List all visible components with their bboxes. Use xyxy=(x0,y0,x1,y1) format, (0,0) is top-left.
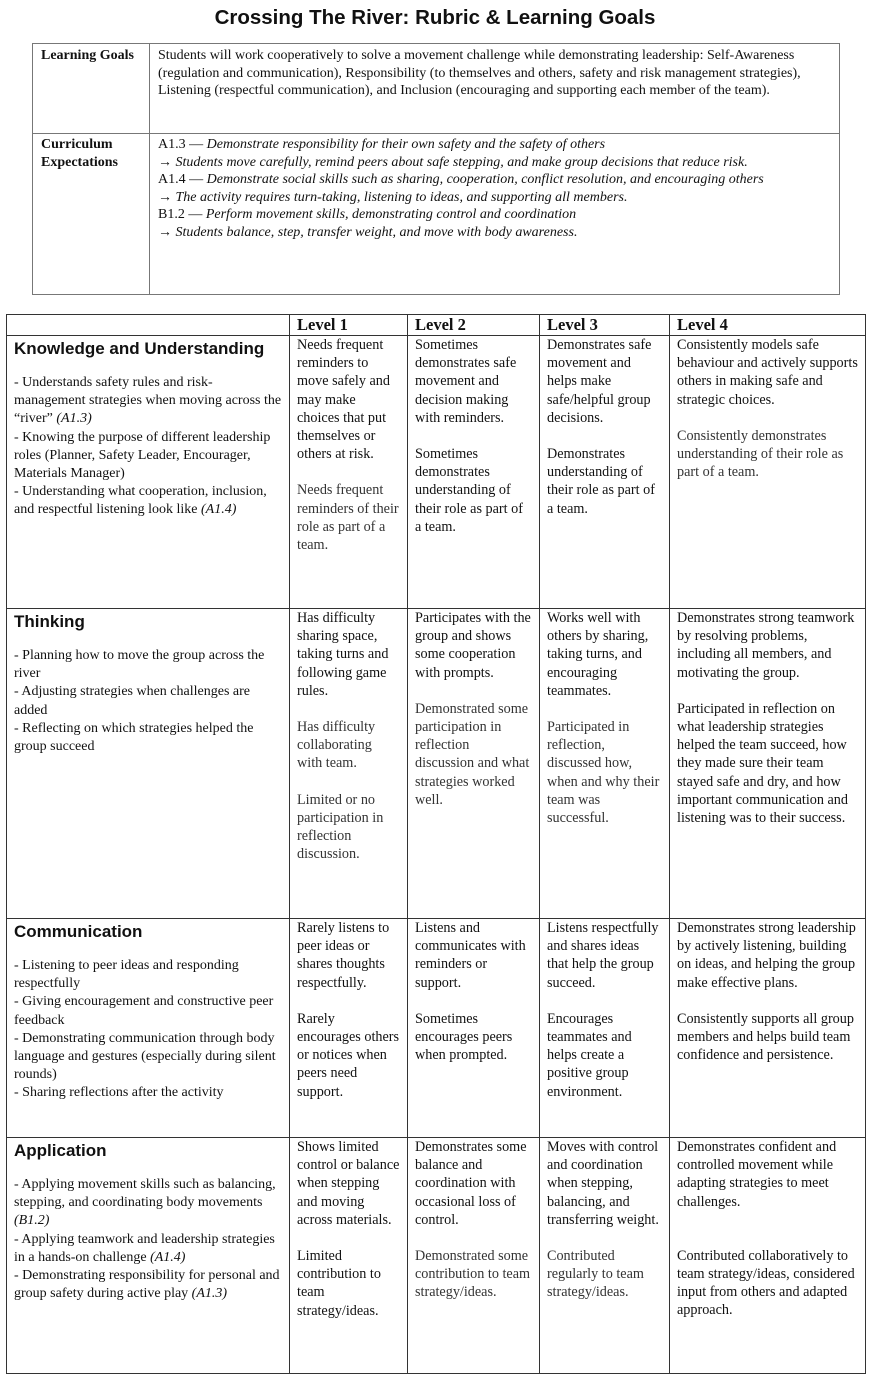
criteria-list xyxy=(14,374,282,520)
criterion: - Applying movement skills such as balancing, stepping, and coordinating body movements (B1.2) xyxy=(14,1177,276,1229)
level-2-cell: Participates with the group and shows some cooperation with prompts. Demonstrated some participation in reflection discussion and what strategies worked well. xyxy=(408,609,540,919)
level-4-cell: Consistently models safe behaviour and actively supports others in making safe and strategic choices. Consistently demonstrates understanding of their role as part of a team. xyxy=(670,336,866,609)
learning-goals-table xyxy=(32,43,840,295)
curriculum-label: Curriculum Expectations xyxy=(33,134,150,295)
rubric-row-communication xyxy=(7,919,866,1138)
level-3-header: Level 3 xyxy=(540,315,670,336)
level-3-cell: Works well with others by sharing, taking turns, and encouraging teammates. Participated in reflection, discussed how, when and why their team was successful. xyxy=(540,609,670,919)
learning-goals-label: Learning Goals xyxy=(33,44,150,134)
category-cell xyxy=(7,1138,290,1374)
category-cell xyxy=(7,336,290,609)
category-title: Communication xyxy=(14,922,143,941)
curriculum-line: → Students move carefully, remind peers about safe stepping, and make group decisions that reduce risk. xyxy=(158,154,748,170)
category-cell xyxy=(7,609,290,919)
criterion: - Sharing reflections after the activity xyxy=(14,1085,224,1101)
category-title: Application xyxy=(14,1141,107,1160)
rubric-row-thinking xyxy=(7,609,866,919)
level-4-cell: Demonstrates confident and controlled movement while adapting strategies to meet challenges. Contributed collaboratively to team strategy/ideas, considered input from others and adapted approach. xyxy=(670,1138,866,1374)
criterion: - Planning how to move the group across the river xyxy=(14,648,265,682)
level-1-cell: Needs frequent reminders to move safely and may make choices that put themselves or others at risk. Needs frequent reminders of their role as part of a team. xyxy=(290,336,408,609)
rubric-corner xyxy=(7,315,290,336)
category-cell xyxy=(7,919,290,1138)
criterion: - Reflecting on which strategies helped the group succeed xyxy=(14,720,254,755)
level-3-cell: Moves with control and coordination when stepping, balancing, and transferring weight. Contributed regularly to team strategy/ideas. xyxy=(540,1138,670,1374)
criterion: - Knowing the purpose of different leadership roles (Planner, Safety Leader, Encourager, Materials Manager) xyxy=(14,429,271,482)
rubric-row-application xyxy=(7,1138,866,1374)
level-1-cell: Rarely listens to peer ideas or shares thoughts respectfully. Rarely encourages others or notices when peers need support. xyxy=(290,919,408,1138)
criteria-list xyxy=(14,1176,282,1303)
level-4-cell: Demonstrates strong teamwork by resolving problems, including all members, and motivating the group. Participated in reflection on what leadership strategies helped the team succeed, how they made sure their team stayed safe and dry, and how important communication and listening was to their success. xyxy=(670,609,866,919)
curriculum-line: A1.3 — Demonstrate responsibility for their own safety and the safety of others xyxy=(158,137,606,152)
criterion: - Demonstrating responsibility for personal and group safety during active play (A1.3) xyxy=(14,1268,280,1302)
page-title: Crossing The River: Rubric & Learning Goals xyxy=(214,6,656,29)
level-4-header: Level 4 xyxy=(670,315,866,336)
curriculum-line: B1.2 — Perform movement skills, demonstrating control and coordination xyxy=(158,207,577,222)
criterion: - Understanding what cooperation, inclusion, and respectful listening look like (A1.4) xyxy=(14,484,267,518)
level-4-cell: Demonstrates strong leadership by actively listening, building on ideas, and helping the group make effective plans. Consistently supports all group members and helps build team confidence and persistence. xyxy=(670,919,866,1138)
criterion: - Adjusting strategies when challenges are added xyxy=(14,684,250,718)
rubric-header-row xyxy=(7,315,866,336)
criterion: - Giving encouragement and constructive peer feedback xyxy=(14,994,274,1028)
level-2-cell: Listens and communicates with reminders or support. Sometimes encourages peers when prompted. xyxy=(408,919,540,1138)
criteria-list xyxy=(14,647,282,756)
level-3-cell: Listens respectfully and shares ideas that help the group succeed. Encourages teammates and helps create a positive group environment. xyxy=(540,919,670,1138)
criterion: - Listening to peer ideas and responding respectfully xyxy=(14,958,239,992)
rubric-row-knowledge xyxy=(7,336,866,609)
level-1-cell: Has difficulty sharing space, taking turns and following game rules. Has difficulty collaborating with team. Limited or no participation in reflection discussion. xyxy=(290,609,408,919)
criteria-list xyxy=(14,957,282,1103)
curriculum-line: → The activity requires turn-taking, listening to ideas, and supporting all members. xyxy=(158,189,628,205)
criterion: - Demonstrating communication through body language and gestures (especially during silent rounds) xyxy=(14,1030,276,1083)
learning-goals-text: Students will work cooperatively to solve a movement challenge while demonstrating leadership: Self-Awareness (regulation and communication), Responsibility (to themselves and others, safety and risk management strategies), Listening (respectful communication), and Inclusion (encouraging and supporting each member of the team). xyxy=(150,44,840,134)
level-2-header: Level 2 xyxy=(408,315,540,336)
curriculum-line: → Students balance, step, transfer weight, and move with body awareness. xyxy=(158,224,578,240)
level-2-cell: Sometimes demonstrates safe movement and decision making with reminders. Sometimes demonstrates understanding of their role as part of a team. xyxy=(408,336,540,609)
level-1-cell: Shows limited control or balance when stepping and moving across materials. Limited contribution to team strategy/ideas. xyxy=(290,1138,408,1374)
level-3-cell: Demonstrates safe movement and helps make safe/helpful group decisions. Demonstrates understanding of their role as part of a team. xyxy=(540,336,670,609)
criterion: - Understands safety rules and risk-management strategies when moving across the “river” (A1.3) xyxy=(14,375,282,427)
learning-goals-row xyxy=(33,44,840,134)
curriculum-expectations xyxy=(150,134,840,295)
level-1-header: Level 1 xyxy=(290,315,408,336)
category-title: Thinking xyxy=(14,612,85,631)
criterion: - Applying teamwork and leadership strategies in a hands-on challenge (A1.4) xyxy=(14,1231,275,1265)
level-2-cell: Demonstrates some balance and coordination with occasional loss of control. Demonstrated some contribution to team strategy/ideas. xyxy=(408,1138,540,1374)
curriculum-line: A1.4 — Demonstrate social skills such as sharing, cooperation, conflict resolution, and encouraging others xyxy=(158,172,764,187)
category-title: Knowledge and Understanding xyxy=(14,339,265,358)
rubric-table xyxy=(6,314,866,1374)
curriculum-row xyxy=(33,134,840,295)
